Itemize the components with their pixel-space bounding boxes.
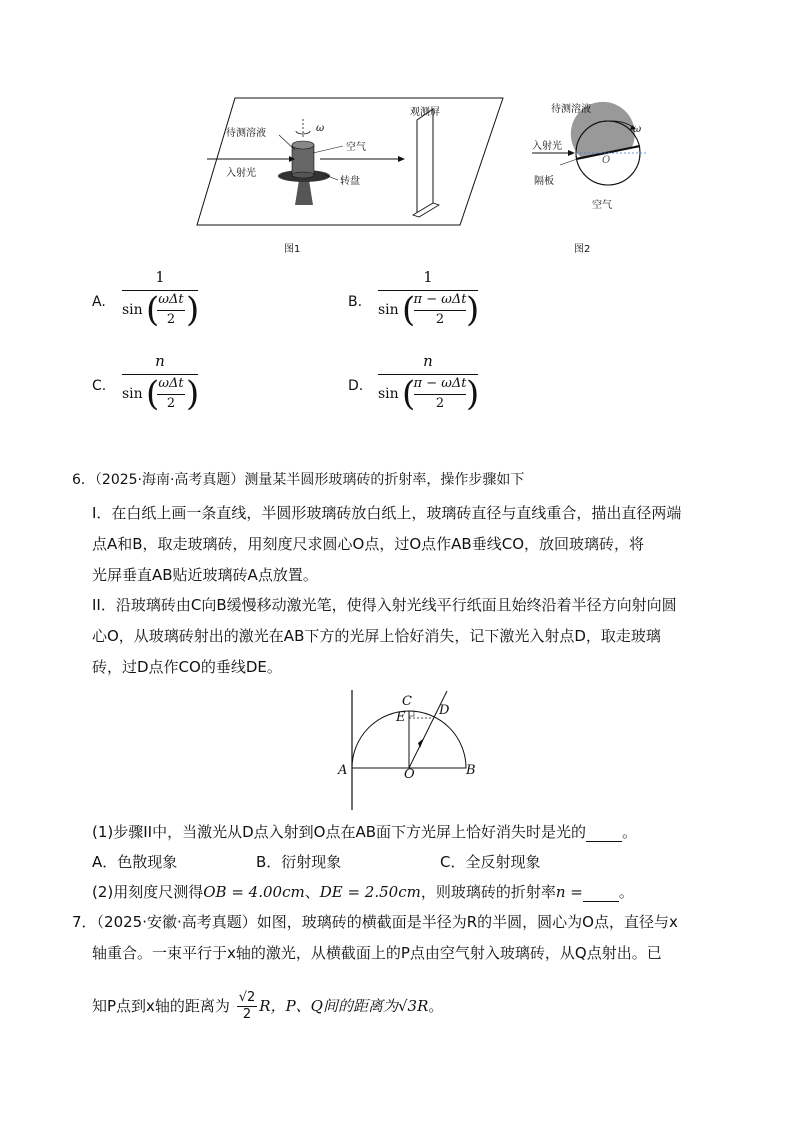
fig2-label-center: O xyxy=(602,155,611,166)
q7-line3 xyxy=(92,990,443,1023)
q6-sub1-option-a[interactable]: A．色散现象 xyxy=(92,853,178,871)
fig2-label-baffle: 隔板 xyxy=(534,176,554,187)
fig2-label-omega: ω xyxy=(633,124,642,135)
diagram-label-e: E xyxy=(396,710,406,725)
q6-sub1-text: (1)步骤II中，当激光从D点入射到O点在AB面下方光屏上恰好消失时是光的 xyxy=(92,823,587,841)
q5-option-a[interactable] xyxy=(92,268,292,338)
q7-line3-pq: √3R xyxy=(397,997,429,1015)
diagram-label-a: A xyxy=(338,763,348,778)
q6-heading: 6．（2025·海南·高考真题）测量某半圆形玻璃砖的折射率，操作步骤如下 xyxy=(72,472,525,488)
fig2-label-solution: 待测溶液 xyxy=(551,104,591,115)
fraction-inner: π − ωΔt xyxy=(413,292,467,307)
diagram-label-c: C xyxy=(402,694,412,709)
figure-1-diagram xyxy=(195,95,507,230)
fraction-denominator: 2 xyxy=(435,396,445,411)
diagram-label-o: O xyxy=(404,767,415,782)
turntable-stand xyxy=(295,180,313,205)
answer-blank[interactable] xyxy=(586,826,622,842)
fraction-numerator: 1 xyxy=(423,268,433,286)
fig1-label-screen: 观测屏 xyxy=(410,107,440,118)
q6-sub1-option-b[interactable]: B．衍射现象 xyxy=(256,853,342,871)
right-paren: ) xyxy=(186,374,200,414)
q6-step1-line3: 光屏垂直AB贴近玻璃砖A点放置。 xyxy=(92,566,318,584)
q6-sub2-de: DE = 2.50cm xyxy=(319,883,421,901)
fraction-denominator: 2 xyxy=(166,312,176,327)
q6-sub2-ob: OB = 4.00cm xyxy=(203,883,305,901)
q7-line1: 7．（2025·安徽·高考真题）如图，玻璃砖的横截面是半径为R的半圆，圆心为O点，直径与x xyxy=(72,913,678,931)
q6-sub2-text: (2)用刻度尺测得 xyxy=(92,883,204,901)
q7-fraction xyxy=(237,990,258,1023)
q6-sub1-end: 。 xyxy=(622,823,638,841)
fig2-label-air: 空气 xyxy=(592,200,612,211)
q6-step1-line2: 点A和B，取走玻璃砖，用刻度尺求圆心O点，过O点作AB垂线CO，放回玻璃砖，将 xyxy=(92,535,645,553)
sin-label: sin xyxy=(122,386,143,402)
fraction-inner: ωΔt xyxy=(158,376,184,391)
q6-step2-line3: 砖，过D点作CO的垂线DE。 xyxy=(92,658,282,676)
q7-line2: 轴重合。一束平行于x轴的激光，从横截面上的P点由空气射入玻璃砖，从Q点射出。已 xyxy=(92,944,662,962)
q5-option-b[interactable] xyxy=(348,268,548,338)
q6-sub2-text-b: ，则玻璃砖的折射率 xyxy=(420,883,556,901)
left-paren: ( xyxy=(402,290,416,330)
right-paren: ) xyxy=(466,374,480,414)
option-letter: D. xyxy=(348,378,364,394)
diagram-label-d: D xyxy=(439,703,450,718)
sin-label: sin xyxy=(378,386,399,402)
fig1-label-omega: ω xyxy=(316,123,325,134)
q6-sub1-option-c[interactable]: C．全反射现象 xyxy=(440,853,541,871)
q7-line3-text: 知P点到x轴的距离为 xyxy=(92,997,230,1015)
solution-cylinder xyxy=(292,145,314,175)
q5-option-c[interactable] xyxy=(92,352,292,422)
q6-step1-line1: I．在白纸上画一条直线，半圆形玻璃砖放白纸上，玻璃砖直径与直线重合，描出直径两端 xyxy=(92,504,682,522)
option-letter: C. xyxy=(92,378,107,394)
fig1-label-incident: 入射光 xyxy=(226,168,256,179)
q6-sub2-sep: 、 xyxy=(304,883,320,901)
sin-label: sin xyxy=(122,302,143,318)
right-paren: ) xyxy=(186,290,200,330)
left-paren: ( xyxy=(146,374,160,414)
q6-step2-line1: II．沿玻璃砖由C向B缓慢移动激光笔，使得入射光线平行纸面且始终沿着半径方向射向圆 xyxy=(92,596,677,614)
fig1-label-solution: 待测溶液 xyxy=(226,128,266,139)
option-letter: A. xyxy=(92,294,106,310)
q6-step2-line2: 心O，从玻璃砖射出的激光在AB下方的光屏上恰好消失，记下激光入射点D，取走玻璃 xyxy=(92,627,661,645)
option-letter: B. xyxy=(348,294,363,310)
fig2-label-incident: 入射光 xyxy=(532,141,562,152)
q5-option-d[interactable] xyxy=(348,352,548,422)
diagram-label-b: B xyxy=(466,763,476,778)
fraction-denominator: 2 xyxy=(166,396,176,411)
plane-outline xyxy=(197,98,503,225)
fraction-numerator: n xyxy=(155,352,165,370)
q7-line3-text-b: R，P、Q间的距离为 xyxy=(259,997,398,1015)
q6-sub2-end: 。 xyxy=(618,883,634,901)
q5-options xyxy=(92,268,712,428)
fig1-caption: 图1 xyxy=(284,244,301,255)
answer-blank[interactable] xyxy=(583,886,619,902)
fraction-numerator: 1 xyxy=(155,268,165,286)
left-paren: ( xyxy=(402,374,416,414)
observation-screen xyxy=(417,109,433,215)
sin-label: sin xyxy=(378,302,399,318)
fraction-inner: π − ωΔt xyxy=(413,376,467,391)
q7-line3-end: 。 xyxy=(428,997,444,1015)
fig1-label-air: 空气 xyxy=(346,142,366,153)
fig2-caption: 图2 xyxy=(574,244,591,255)
q7-fraction-denominator: 2 xyxy=(242,1007,252,1022)
right-paren: ) xyxy=(466,290,480,330)
q6-sub2 xyxy=(92,882,634,902)
fraction-numerator: n xyxy=(423,352,433,370)
q6-sub2-n: n = xyxy=(555,883,583,901)
fig1-label-turntable: 转盘 xyxy=(340,176,360,187)
fraction-denominator: 2 xyxy=(435,312,445,327)
fraction-inner: ωΔt xyxy=(158,292,184,307)
q6-sub1 xyxy=(92,822,637,842)
left-paren: ( xyxy=(146,290,160,330)
q7-fraction-numerator: √2 xyxy=(238,990,256,1005)
